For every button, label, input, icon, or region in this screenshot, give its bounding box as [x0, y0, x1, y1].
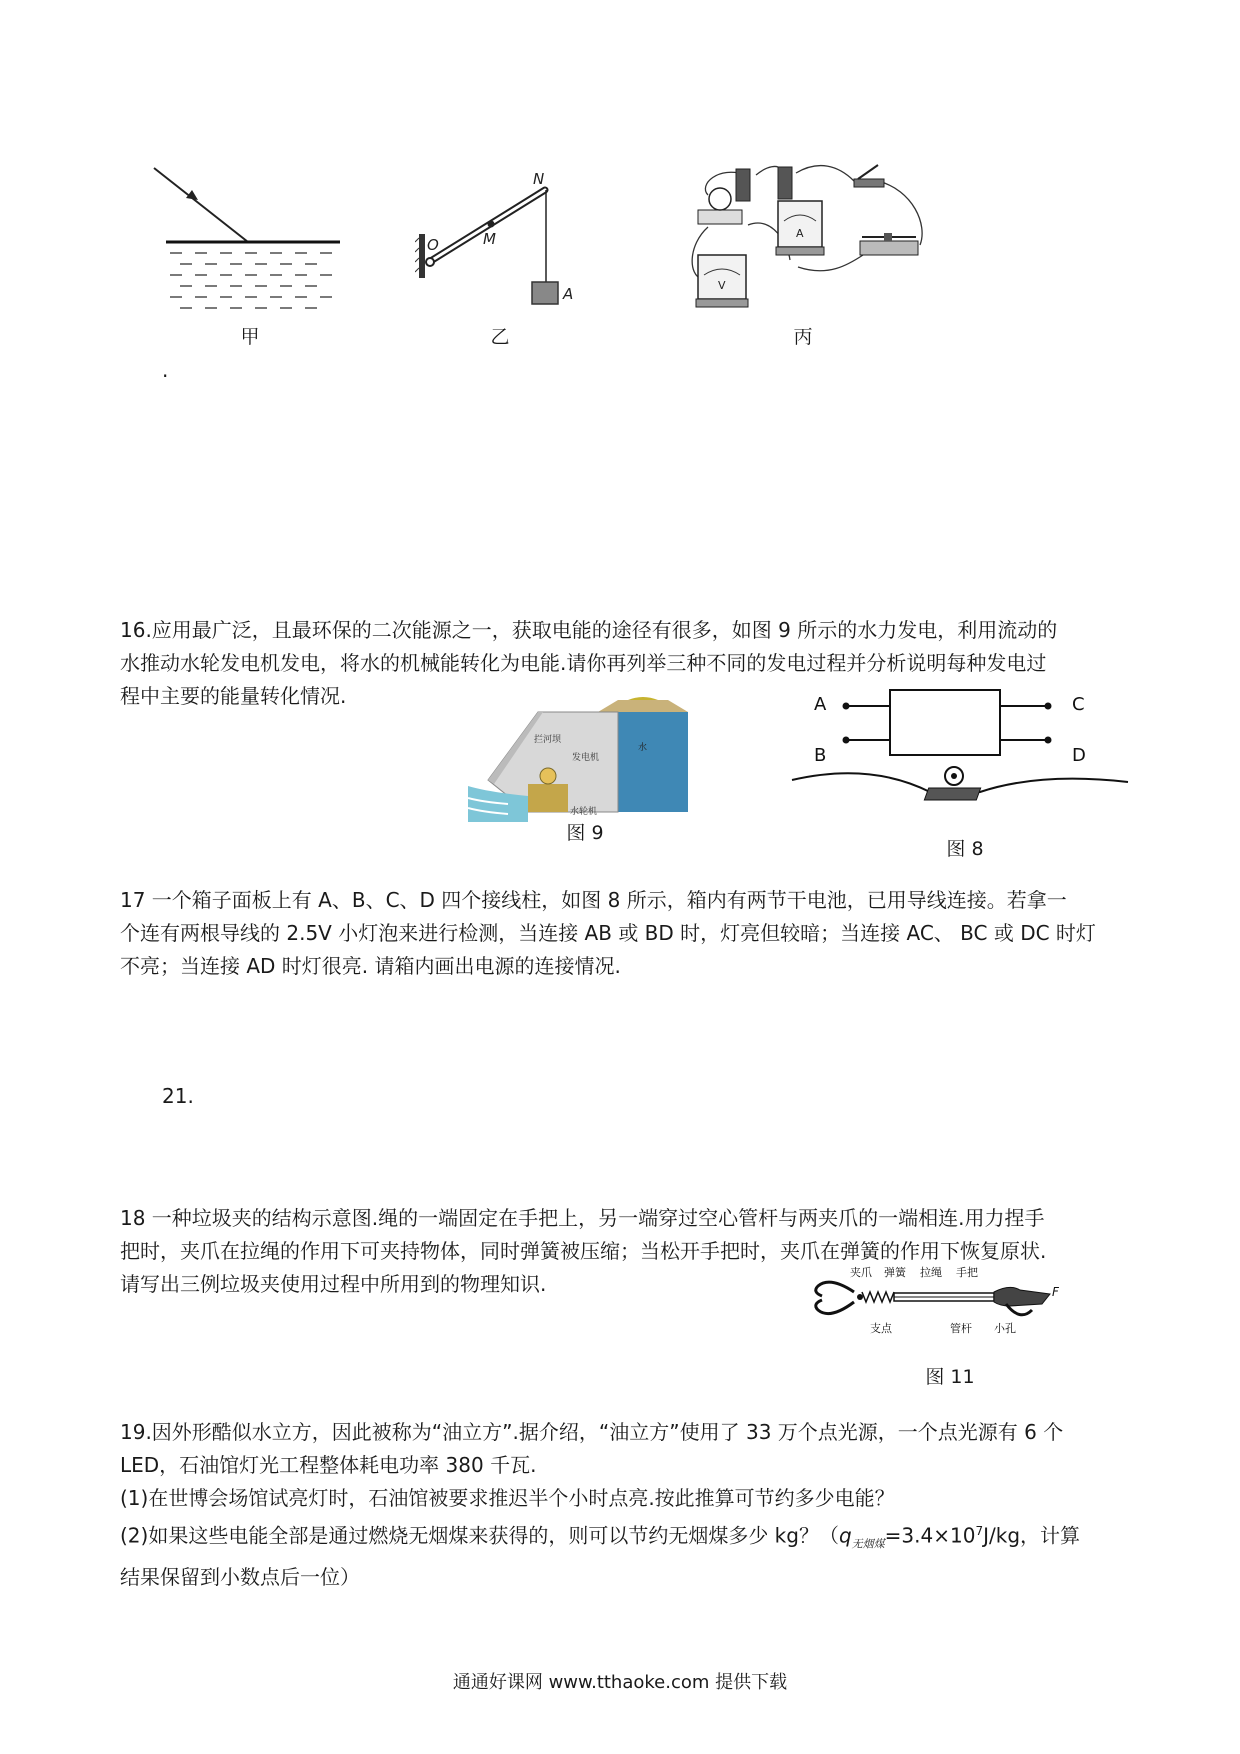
terminal-b: B — [814, 745, 827, 766]
q17-line-1: 17 一个箱子面板上有 A、B、C、D 四个接线柱，如图 8 所示，箱内有两节干电池，已用导线连接。若拿一 — [120, 888, 1067, 912]
page-footer: 通通好课网 www.tthaoke.com 提供下载 — [452, 1672, 788, 1693]
question-21-label: 21. — [162, 1084, 194, 1108]
figure-9-caption: 图 9 — [566, 822, 604, 844]
label-handle: 手把 — [956, 1266, 978, 1279]
ammeter-icon — [776, 201, 824, 255]
label-pivot: 支点 — [870, 1322, 892, 1335]
svg-text:V: V — [718, 279, 726, 292]
q18-line-1: 18 一种垃圾夹的结构示意图.绳的一端固定在手把上，另一端穿过空心管杆与两夹爪的一端相连.用力捏手 — [120, 1206, 1045, 1230]
figure-yi-lever — [415, 168, 575, 318]
label-hole: 小孔 — [994, 1322, 1016, 1335]
figure-yi-caption: 乙 — [490, 326, 510, 348]
label-a: A — [563, 285, 574, 303]
figure-9-hydropower — [468, 694, 688, 824]
q19-line-3: (1)在世博会场馆试亮灯时，石油馆被要求推迟半个小时点亮.按此推算可节约多少电能？ — [120, 1486, 895, 1510]
q19-line-1: 19.因外形酷似水立方，因此被称为“油立方”.据介绍，“油立方”使用了 33 万个点光源，一个点光源有 6 个 — [120, 1420, 1064, 1444]
bulb-icon — [698, 188, 742, 224]
q18-line-2: 把时，夹爪在拉绳的作用下可夹持物体，同时弹簧被压缩；当松开手把时，夹爪在弹簧的作用下恢复原状. — [120, 1239, 1047, 1263]
figure-bing-caption: 丙 — [793, 326, 813, 348]
label-generator: 发电机 — [572, 753, 600, 763]
q18-line-3: 请写出三例垃圾夹使用过程中所用到的物理知识. — [120, 1272, 547, 1296]
q19-line-5: 结果保留到小数点后一位） — [120, 1564, 360, 1589]
test-bulb-icon — [924, 767, 980, 800]
q19-line-2: LED，石油馆灯光工程整体耗电功率 380 千瓦. — [120, 1453, 537, 1477]
figure-11-trash-grabber — [810, 1262, 1065, 1342]
voltmeter-icon — [696, 255, 748, 307]
stray-dot: . — [162, 358, 169, 382]
rheostat-icon — [860, 233, 918, 255]
figure-11-caption: 图 11 — [925, 1366, 975, 1388]
figure-jia-caption: 甲 — [240, 326, 260, 348]
label-force: F — [1052, 1285, 1059, 1299]
label-rope: 拉绳 — [920, 1266, 942, 1279]
label-m: M — [483, 230, 496, 248]
terminal-d: D — [1072, 745, 1086, 766]
q17-line-3: 不亮；当连接 AD 时灯很亮. 请箱内画出电源的连接情况. — [120, 954, 621, 978]
battery-left-icon — [736, 169, 750, 201]
q17-line-2: 个连有两根导线的 2.5V 小灯泡来进行检测，当连接 AB 或 BD 时，灯亮但较暗；当连接 AC、 BC 或 DC 时灯 — [120, 921, 1096, 945]
label-o: O — [427, 236, 439, 254]
label-tube: 管杆 — [950, 1322, 972, 1335]
figure-jia-light-on-water — [140, 160, 340, 320]
figure-bing-circuit — [678, 155, 938, 320]
label-n: N — [533, 170, 545, 188]
label-dam: 拦河坝 — [534, 735, 562, 745]
q19-line-4: (2)如果这些电能全部是通过燃烧无烟煤来获得的，则可以节约无烟煤多少 kg？（$q_{无烟煤}=3.4\times 10^7J/kg$，计算 — [120, 1523, 1081, 1551]
terminal-a: A — [814, 694, 827, 715]
question-17 — [120, 884, 1130, 983]
svg-text:A: A — [796, 227, 804, 240]
q16-line-2: 水推动水轮发电机发电，将水的机械能转化为电能.请你再列举三种不同的发电过程并分析说明每种发电过 — [120, 651, 1047, 675]
q16-line-3: 程中主要的能量转化情况. — [120, 684, 347, 708]
figure-8-terminal-box — [790, 680, 1130, 825]
label-spring: 弹簧 — [884, 1266, 906, 1279]
terminal-c: C — [1072, 694, 1085, 715]
label-turbine: 水轮机 — [570, 807, 598, 817]
label-claw: 夹爪 — [850, 1266, 872, 1279]
question-19 — [120, 1416, 1130, 1594]
battery-right-icon — [778, 167, 792, 199]
q16-line-1: 16.应用最广泛，且最环保的二次能源之一，获取电能的途径有很多，如图 9 所示的水力发电，利用流动的 — [120, 618, 1058, 642]
label-water: 水 — [638, 743, 648, 753]
switch-icon — [854, 165, 884, 187]
figure-8-caption: 图 8 — [946, 838, 984, 860]
